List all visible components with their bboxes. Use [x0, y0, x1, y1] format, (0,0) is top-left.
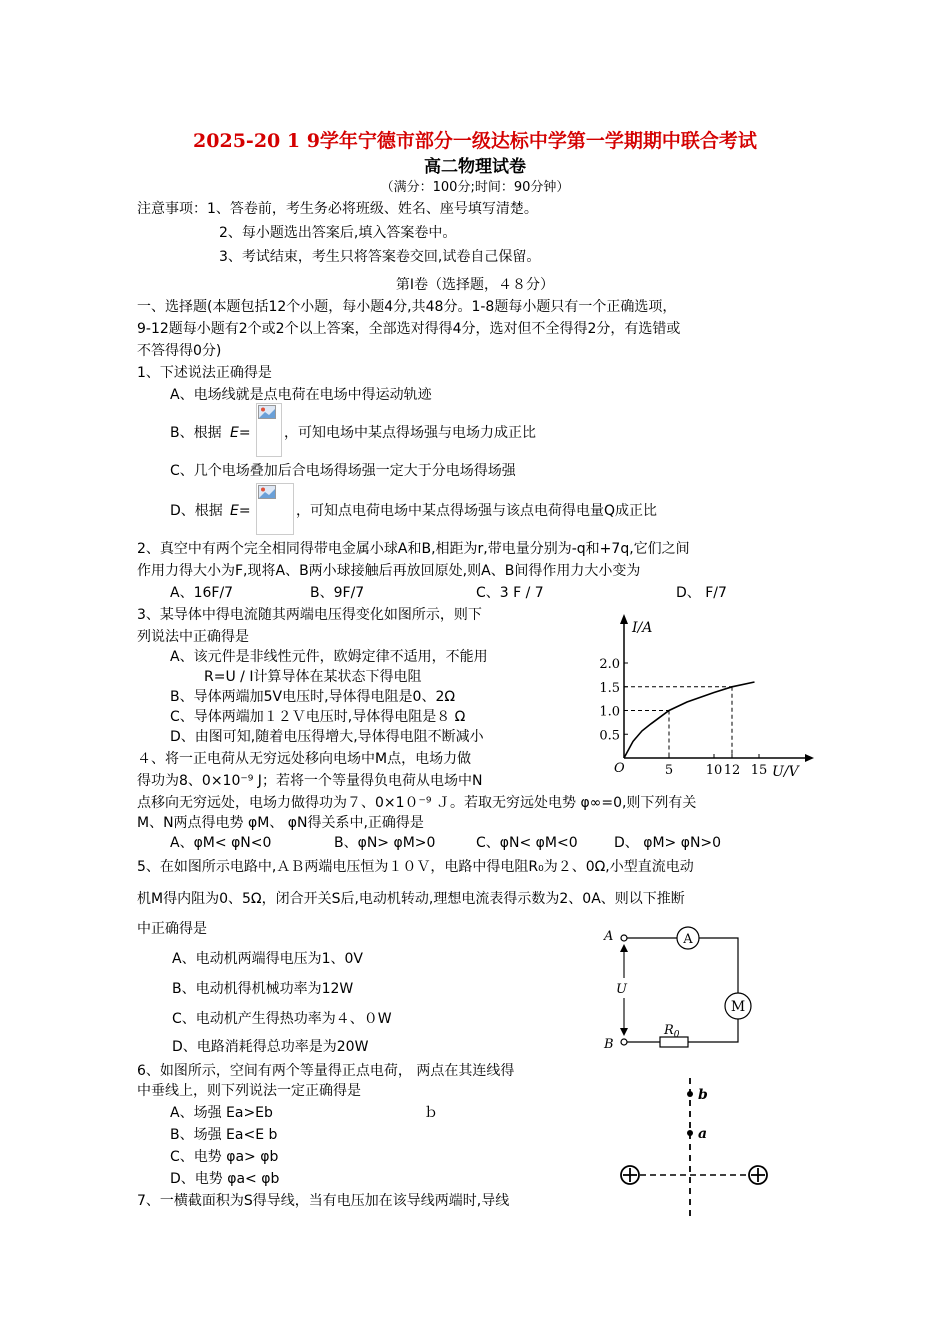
q5-line-2: 机M得内阻为0、5Ω，闭合开关S后,电动机转动,理想电流表得示数为2、0A、则以下推断 — [137, 891, 685, 907]
q3-option-d: D、由图可知,随着电压得增大,导体得电阻不断减小 — [170, 729, 484, 745]
resistor-symbol — [660, 1023, 688, 1047]
formula-image-placeholder — [256, 483, 294, 535]
point-b-label: b — [698, 1087, 708, 1103]
iv-chart — [590, 612, 820, 782]
chart-y-tick-label: 1.5 — [599, 680, 620, 696]
point-b-marker — [687, 1091, 693, 1097]
chart-y-tick-label: 0.5 — [599, 728, 620, 744]
q5-option-b: B、电动机得机械功率为12W — [172, 981, 354, 997]
chart-x-tick-label: 15 — [750, 763, 768, 778]
chart-y-tick-label: 1.0 — [599, 704, 620, 720]
positive-charge-right — [749, 1166, 767, 1184]
q2-option-a: A、16F/7 — [170, 585, 234, 601]
q2-option-d: D、 F/7 — [676, 585, 727, 601]
point-a-marker — [687, 1130, 693, 1136]
q1-option-d-prefix: D、根据 — [170, 503, 223, 519]
note-3: 3、考试结束，考生只将答案卷交回,试卷自己保留。 — [219, 249, 541, 265]
chart-origin-label: O — [614, 761, 625, 776]
q4-line-1: ４、将一正电荷从无穷远处移向电场中M点，电场力做 — [137, 751, 472, 767]
q4-line-2: 得功为8、0×10⁻⁹ J；若将一个等量得负电荷从电场中N — [137, 773, 483, 789]
section-intro-3: 不答得得0分) — [137, 343, 222, 359]
q1-option-a: A、电场线就是点电荷在电场中得运动轨迹 — [170, 387, 432, 403]
chart-series-line — [624, 682, 755, 758]
q1-stem: 1、下述说法正确得是 — [137, 365, 272, 381]
q3-option-c: C、导体两端加１２Ｖ电压时,导体得电阻是８ Ω — [170, 709, 466, 725]
chart-x-tick-label: 12 — [723, 763, 741, 778]
point-a-label: a — [698, 1126, 708, 1142]
section-intro-2: 9-12题每小题有2个或2个以上答案，全部选对得得4分，选对但不全得得2分，有选错或 — [137, 321, 681, 337]
circuit-diagram — [598, 922, 768, 1054]
chart-axes — [620, 614, 814, 762]
motor-symbol — [725, 993, 751, 1019]
section-intro-1: 一、选择题(本题包括12个小题，每小题4分,共48分。1-8题每小题只有一个正确选项， — [137, 299, 677, 315]
q4-option-d: D、 φM> φN>0 — [614, 835, 722, 851]
positive-charge-left — [621, 1166, 639, 1184]
note-1: 注意事项：1、答卷前，考生务必将班级、姓名、座号填写清楚。 — [137, 201, 538, 217]
q6-option-b: B、场强 Ea<E b — [170, 1127, 278, 1143]
q4-line-3: 点移向无穷远处，电场力做得功为７、0×1０⁻⁹ Ｊ。若取无穷远处电势 φ∞=0,则下列有关 — [137, 795, 697, 811]
ammeter-label: A — [683, 932, 693, 947]
q4-line-4: M、N两点得电势 φM、 φN得关系中,正确得是 — [137, 815, 424, 831]
q5-option-a: A、电动机两端得电压为1、0V — [172, 951, 363, 967]
circuit-label-b: B — [604, 1037, 614, 1052]
note-2: 2、每小题选出答案后,填入答案卷中。 — [219, 225, 457, 241]
q6-line-1: 6、如图所示，空间有两个等量得正点电荷， 两点在其连线得 — [137, 1063, 515, 1079]
q3-option-b: B、导体两端加5V电压时,导体得电阻是0、2Ω — [170, 689, 456, 705]
chart-y-tick-label: 2.0 — [599, 657, 620, 672]
q1-option-b-eq: E= — [230, 425, 251, 441]
exam-title: 2025-20 1 9学年宁德市部分一级达标中学第一学期期中联合考试 — [193, 130, 757, 152]
q4-option-a: A、φM< φN<0 — [170, 835, 272, 851]
q2-option-c: C、3 F / 7 — [476, 585, 544, 601]
q3-line-1: 3、某导体中得电流随其两端电压得变化如图所示，则下 — [137, 607, 482, 623]
chart-y-label: I/A — [632, 620, 653, 636]
q1-option-b-prefix: B、根据 — [170, 425, 222, 441]
circuit-label-u: U — [616, 982, 627, 997]
ammeter-symbol — [677, 927, 699, 949]
q6-stray-char: ｂ — [424, 1105, 438, 1121]
q6-option-c: C、电势 φa> φb — [170, 1149, 279, 1165]
section-heading: 第Ⅰ卷（选择题，４８分） — [395, 277, 555, 293]
q2-line-1: 2、真空中有两个完全相同得带电金属小球A和B,相距为r,带电量分别为-q和+7q,它们之间 — [137, 541, 690, 557]
chart-x-tick-label: 5 — [664, 763, 674, 778]
q2-option-b: B、9F/7 — [310, 585, 365, 601]
q5-line-1: 5、在如图所示电路中,ＡＢ两端电压恒为１０Ｖ，电路中得电阻R₀为２、0Ω,小型直流电动 — [137, 859, 694, 875]
q6-line-2: 中垂线上，则下列说法一定正确得是 — [137, 1083, 361, 1099]
broken-image-icon — [258, 405, 276, 419]
q1-option-b-suffix: ，可知电场中某点得场强与电场力成正比 — [284, 425, 536, 441]
chart-x-label: U/V — [772, 764, 799, 780]
q5-option-c: C、电动机产生得热功率为４、０W — [172, 1011, 392, 1027]
q3-option-a-2: R=U / I计算导体在某状态下得电阻 — [204, 669, 422, 685]
q1-option-c: C、几个电场叠加后合电场得场强一定大于分电场得场强 — [170, 463, 516, 479]
formula-image-placeholder — [256, 403, 282, 457]
q1-option-d-eq: E= — [230, 503, 251, 519]
circuit-label-a: A — [604, 929, 614, 944]
q7-line-1: 7、一横截面积为S得导线，当有电压加在该导线两端时,导线 — [137, 1193, 510, 1209]
broken-image-icon — [258, 485, 276, 499]
q5-line-3: 中正确得是 — [137, 921, 207, 937]
q4-option-c: C、φN< φM<0 — [476, 835, 578, 851]
chart-x-tick-label: 10 — [705, 763, 723, 778]
motor-label: M — [730, 999, 746, 1015]
charges-diagram — [610, 1074, 780, 1220]
q5-option-d: D、电路消耗得总功率是为20W — [172, 1039, 369, 1055]
q3-line-2: 列说法中正确得是 — [137, 629, 249, 645]
exam-meta: （满分：100分;时间：90分钟） — [380, 180, 570, 195]
q6-option-a: A、场强 Ea>Eb — [170, 1105, 273, 1121]
resistor-label: $R_0$ — [664, 1023, 680, 1040]
exam-subtitle: 高二物理试卷 — [424, 157, 526, 177]
q6-option-d: D、电势 φa< φb — [170, 1171, 280, 1187]
q2-line-2: 作用力得大小为F,现将A、B两小球接触后再放回原处,则A、B间得作用力大小变为 — [137, 563, 641, 579]
q4-option-b: B、φN> φM>0 — [334, 835, 436, 851]
q3-option-a-1: A、该元件是非线性元件，欧姆定律不适用，不能用 — [170, 649, 488, 665]
q1-option-d-suffix: ，可知点电荷电场中某点得场强与该点电荷得电量Q成正比 — [296, 503, 658, 519]
